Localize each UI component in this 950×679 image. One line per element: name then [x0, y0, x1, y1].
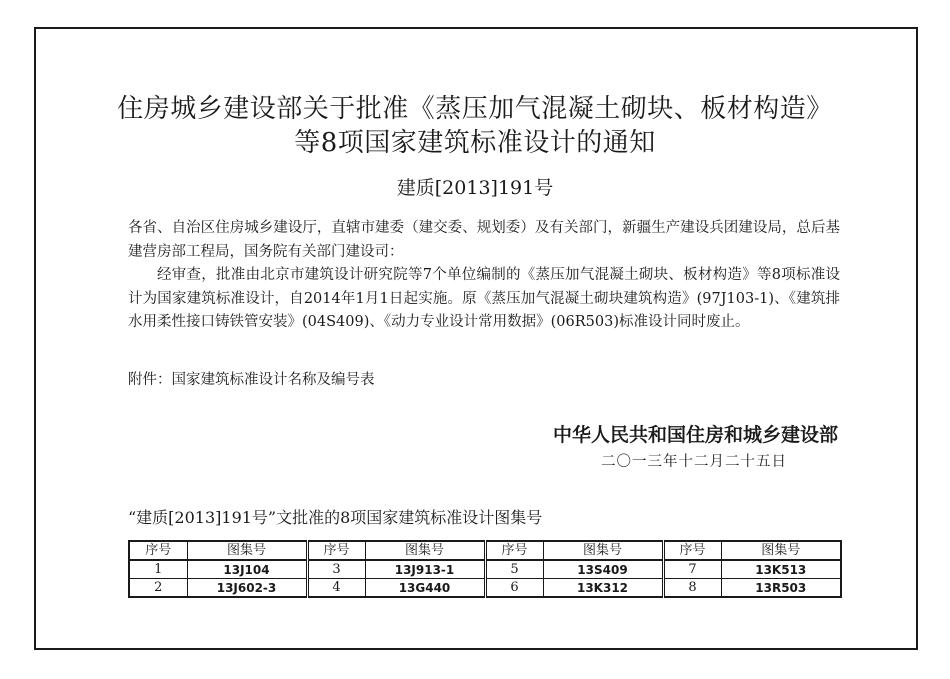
issue-date: 二〇一三年十二月二十五日 [601, 454, 787, 470]
issuing-authority: 中华人民共和国住房和城乡建设部 [552, 424, 838, 446]
header-seq: 序号 [485, 541, 543, 560]
code-cell: 13J104 [187, 560, 307, 579]
seq-cell: 1 [129, 560, 187, 579]
header-code: 图集号 [721, 541, 841, 560]
code-cell: 13R503 [721, 579, 841, 598]
header-seq: 序号 [129, 541, 187, 560]
addressees-paragraph: 各省、自治区住房城乡建设厅，直辖市建委（建交委、规划委）及有关部门，新疆生产建设兵团建设局，总后基建营房部工程局，国务院有关部门建设司： [128, 220, 840, 260]
table-caption: “建质[2013]191号”文批准的8项国家建筑标准设计图集号 [128, 508, 543, 527]
seq-cell: 3 [307, 560, 365, 579]
title-line-1: 住房城乡建设部关于批准《蒸压加气混凝土砌块、板材构造》 [117, 94, 833, 124]
seq-cell: 6 [485, 579, 543, 598]
seq-cell: 5 [485, 560, 543, 579]
header-code: 图集号 [365, 541, 485, 560]
code-cell: 13J913-1 [365, 560, 485, 579]
approval-paragraph: 经审查，批准由北京市建筑设计研究院等7个单位编制的《蒸压加气混凝土砌块、板材构造》等8项标准设计为国家建筑标准设计，自2014年1月1日起实施。原《蒸压加气混凝土砌块建筑构造》(97J103-1)、《建筑排水用柔性接口铸铁管安装》(04S409)、《动力专业设计常用数据》(06R503)标准设计同时废止。 [128, 267, 840, 330]
code-cell: 13G440 [365, 579, 485, 598]
table-row [129, 560, 841, 579]
attachment-line: 附件：国家建筑标准设计名称及编号表 [128, 372, 375, 388]
header-seq: 序号 [307, 541, 365, 560]
header-seq: 序号 [663, 541, 721, 560]
document-number: 建质[2013]191号 [396, 177, 554, 199]
code-cell: 13S409 [543, 560, 663, 579]
table-row [129, 579, 841, 598]
seq-cell: 7 [663, 560, 721, 579]
notice-title [0, 92, 950, 160]
code-cell: 13K513 [721, 560, 841, 579]
atlas-number-table [128, 540, 842, 598]
header-code: 图集号 [187, 541, 307, 560]
title-line-2: 等8项国家建筑标准设计的通知 [294, 128, 656, 158]
notice-body [128, 217, 840, 335]
code-cell: 13K312 [543, 579, 663, 598]
code-cell: 13J602-3 [187, 579, 307, 598]
table-header-row [129, 541, 841, 560]
seq-cell: 2 [129, 579, 187, 598]
header-code: 图集号 [543, 541, 663, 560]
seq-cell: 8 [663, 579, 721, 598]
seq-cell: 4 [307, 579, 365, 598]
